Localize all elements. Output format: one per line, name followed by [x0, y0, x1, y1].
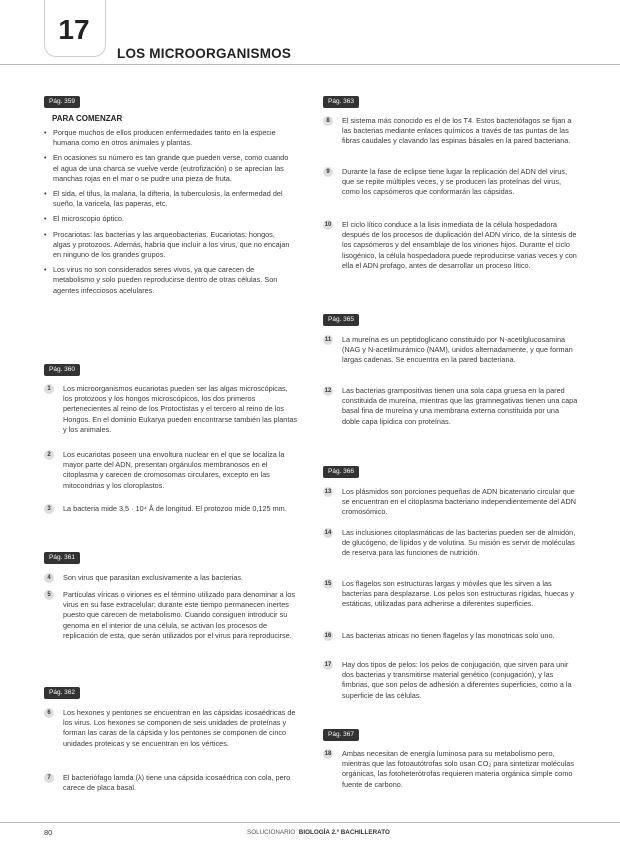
list-item: • Procariotas: las bacterias y las arqueobacterias. Eucariotas: hongos, algas y protozoos. Además, habría que incluir a los virus, que no encajan en ninguno de los grandes grupos.	[44, 230, 294, 261]
footer-divider	[0, 822, 620, 823]
exercise-text: El bacteriófago lamda (λ) tiene una cápsida icosaédrica con cola, pero carece de placa basal.	[63, 773, 291, 793]
exercise-item	[323, 579, 578, 610]
exercise-number: 7	[44, 773, 54, 783]
exercise-text: La mureína es un peptidoglicano constituido por N-acetilglucosamina (NAG y N-acetilmurámico (NAM), unidos alternadamente, y que forman largas cadenas. Se encuentra en la pared bacteriana.	[342, 335, 573, 365]
exercise-number: 11	[324, 337, 332, 343]
exercise-number: 13	[324, 489, 332, 495]
exercise-number: 18	[324, 751, 332, 757]
exercise-text: Las inclusiones citoplasmáticas de las bacterias pueden ser de almidón, de glucógeno, de lípidos y de volutina. Su misión es servir de moléculas de reserva para las funciones de nutrición.	[342, 528, 576, 558]
footer-subject: BIOLOGÍA 2.º BACHILLERATO	[298, 829, 390, 836]
exercise-item	[44, 384, 299, 435]
exercise-number: 9	[323, 167, 333, 177]
exercise-item	[323, 660, 578, 701]
exercise-text: Los microorganismos eucariotas pueden ser las algas microscópicas, los protozoos y los hongos microscópicos, los dos primeros pertenecientes al reino de los Protoctistas y el tercero al reino de los Hongos. En el dominio Eukarya pueden encontrarse también las plantas y los animales.	[63, 384, 298, 434]
exercise-number: 17	[324, 662, 332, 668]
footer-label	[247, 829, 390, 836]
exercise-item	[323, 749, 578, 790]
exercise-text: La bacteria mide 3,5 · 10⁴ Å de longitud. El protozoo mide 0,125 mm.	[63, 504, 287, 513]
exercise-item	[44, 450, 299, 491]
exercise-text: Ambas necesitan de energía luminosa para su metabolismo pero, mientras que las fotoautótrofas solo usan CO₂ para sintetizar moléculas orgánicas, las fotoheterótrofas requieren materia orgánica simple como fuente de carbono.	[342, 749, 574, 789]
exercise-item	[323, 386, 578, 427]
page-badge-360: Pág. 360	[44, 364, 80, 376]
exercise-text: El sistema más conocido es el de los T4. Estos bacteriófagos se fijan a las bacterias mediante enlaces químicos a través de tas puntas de las fibras caudales y clavando las espinas básales en la pared bacteriana.	[342, 116, 572, 146]
list-item: • Porque muchos de ellos producen enfermedades tanto en la especie humana como en otros animales y plantas.	[44, 128, 294, 148]
list-item: • Los virus no son considerados seres vivos, ya que carecen de metabolismo y solo pueden reproducirse dentro de otras células. Son agentes infecciosos acelulares.	[44, 265, 294, 296]
section-subtitle: PARA COMENZAR	[52, 114, 123, 123]
page-badge-367: Pág. 367	[323, 729, 359, 741]
exercise-item	[44, 590, 299, 641]
exercise-number: 2	[44, 450, 54, 460]
exercise-number: 12	[324, 388, 332, 394]
exercise-number: 4	[44, 573, 54, 583]
exercise-number: 16	[324, 633, 332, 639]
intro-list	[44, 128, 294, 301]
exercise-item	[44, 504, 299, 514]
page-badge-363: Pág. 363	[323, 96, 359, 108]
page-badge-362: Pág. 362	[44, 687, 80, 699]
chapter-number: 17	[58, 14, 90, 45]
page-badge-366: Pág. 366	[323, 466, 359, 478]
exercise-text: Durante la fase de eclipse tiene lugar la replicación del ADN del virus, que se repite múltiples veces, y se producen las proteínas del virus, como los capsómeros que conformarán las cápsidas.	[342, 167, 568, 197]
exercise-item	[323, 631, 578, 641]
exercise-text: Hay dos tipos de pelos: los pelos de conjugación, que sirven para unir dos bacterias y transmitirse material genético (conjugación), y las fimbrias, que son pelos de adhesión a diferentes superficies, como a la superficie de las células.	[342, 660, 572, 700]
page-badge-361: Pág. 361	[44, 552, 80, 564]
exercise-number: 8	[323, 116, 333, 126]
exercise-item	[323, 528, 578, 559]
page-number: 80	[44, 828, 53, 837]
exercise-text: Los flagelos son estructuras largas y móviles que les sirven a las bacterias para desplazarse. Los pelos son estructuras rígidas, huecas y estáticas, utilizadas para adherirse a diferentes superficies.	[342, 579, 575, 609]
exercise-item	[323, 116, 578, 147]
exercise-text: Los eucariotas poseen una envoltura nuclear en el que se localiza la mayor parte del ADN, presentan orgánulos membranosos en el citoplasma y carecen de cromosomas circulares, excepto en las mitocondrias y los cloroplastos.	[63, 450, 285, 490]
footer-series: SOLUCIONARIO	[247, 829, 296, 836]
exercise-text: Las bacterias grampositivas tienen una sola capa gruesa en la pared constituida de mureína, mientras que las gramnegativas tienen una capa basal fina de mureína y una membrana externa constituida por una doble capa lipídica con proteínas.	[342, 386, 578, 426]
exercise-item	[44, 708, 299, 749]
exercise-text: Son virus que parasitan exclusivamente a las bacterias.	[63, 573, 244, 582]
exercise-item	[323, 167, 578, 198]
exercise-item	[323, 335, 578, 366]
exercise-text: Las bacterias atricas no tienen flagelos y las monotricas solo uno.	[342, 631, 555, 640]
exercise-item	[44, 773, 299, 793]
list-item: • En ocasiones su número es tan grande que pueden verse, como cuando el agua de una charca se vuelve verde (eutrofización) o se aprecian las manchas rojas en el mar o se pudre una pieza de fruta.	[44, 153, 294, 184]
header-divider	[0, 64, 620, 65]
page-badge-359: Pág. 359	[44, 96, 80, 108]
exercise-number: 14	[324, 530, 332, 536]
exercise-number: 5	[44, 590, 54, 600]
exercise-text: El ciclo lítico conduce a la lisis inmediata de la célula hospedadora después de los procesos de duplicación del ADN vírico, de la síntesis de los capsómeros y del ensamblaje de los viriones hijos. Durante el ciclo lisogénico, la célula hospedadora puede reproducirse varias veces y con ella el ADN profago, antes de desarrollar un proceso lítico.	[342, 220, 577, 270]
exercise-item	[323, 220, 578, 271]
exercise-number: 6	[44, 708, 54, 718]
exercise-item	[44, 573, 299, 583]
exercise-number: 15	[324, 581, 332, 587]
exercise-text: Partículas víricas o viriones es el término utilizado para denominar a los virus en su fase extracelular; durante este tiempo permanecen inertes puesto que carecen de metabolismo. Cuando consiguen introducir su genoma en el interior de una célula, se activan los procesos de replicación de esta, que serán utilizados por el virus para reproducirse.	[63, 590, 295, 640]
exercise-text: Los plásmidos son porciones pequeñas de ADN bicatenario circular que se encuentran en el citoplasma bacteriano independientemente del ADN cromosómico.	[342, 487, 577, 517]
exercise-item	[323, 487, 578, 518]
page-badge-365: Pág. 365	[323, 314, 359, 326]
exercise-number: 3	[44, 504, 54, 514]
list-item: • El sida, el tifus, la malaria, la difteria, la tuberculosis, la enfermedad del sueño, la varicela, las paperas, etc.	[44, 189, 294, 209]
exercise-number: 1	[44, 384, 54, 394]
exercise-text: Los hexones y pentones se encuentran en las cápsidas icosaédricas de los virus. Los hexones se componen de seis unidades de proteínas y forman las caras de la cápsida y los pentones se componen de cinco unidades proteicas y se encuentran en los vértices.	[63, 708, 296, 748]
list-item: • El microscopio óptico.	[44, 214, 294, 224]
exercise-number: 10	[324, 222, 332, 228]
chapter-title: LOS MICROORGANISMOS	[117, 46, 292, 61]
